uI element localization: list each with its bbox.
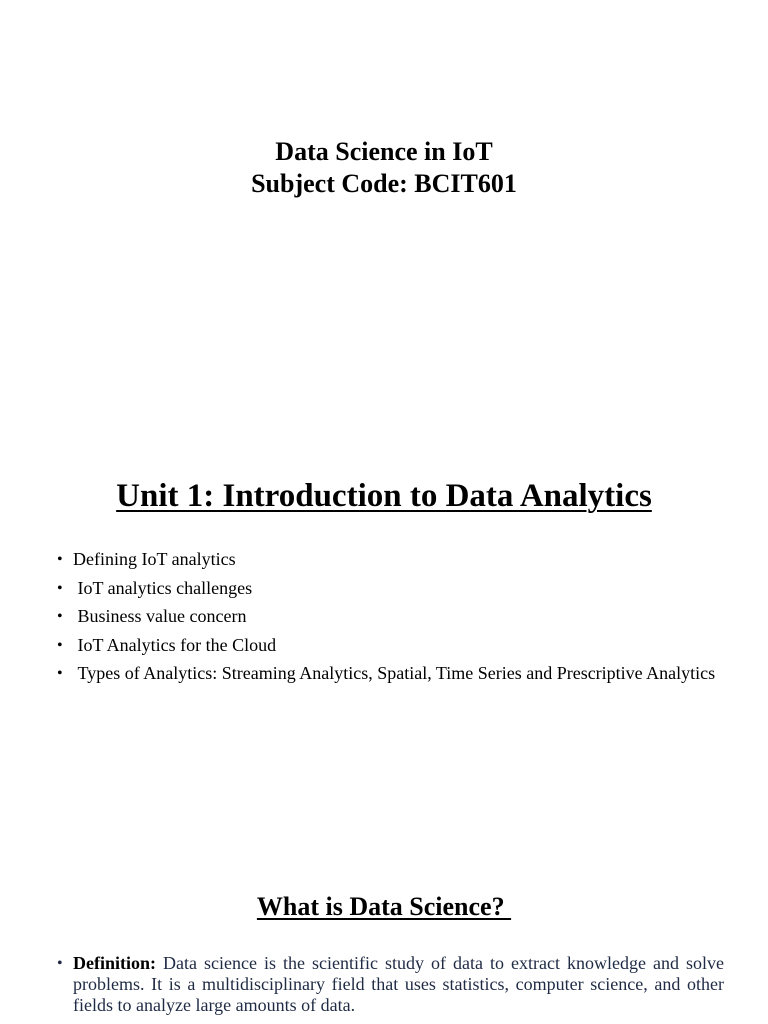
topic-text: IoT Analytics for the Cloud bbox=[73, 634, 277, 655]
unit-heading: Unit 1: Introduction to Data Analytics bbox=[116, 478, 652, 514]
topic-text: IoT analytics challenges bbox=[73, 577, 253, 598]
list-item bbox=[57, 663, 717, 684]
bullet-icon: • bbox=[57, 955, 63, 972]
course-title: Data Science in IoT bbox=[275, 137, 493, 166]
bullet-icon: • bbox=[57, 636, 63, 654]
list-item bbox=[57, 635, 717, 656]
topic-list bbox=[57, 549, 717, 692]
subject-code: Subject Code: BCIT601 bbox=[251, 169, 517, 198]
definition-paragraph bbox=[57, 953, 724, 1016]
topic-text: Types of Analytics: Streaming Analytics, Spatial, Time Series and Prescriptive Analytics bbox=[73, 663, 716, 683]
section-heading: What is Data Science? bbox=[256, 892, 512, 921]
list-item bbox=[57, 549, 717, 570]
list-item bbox=[57, 578, 717, 599]
definition-text: Data science is the scientific study of data to extract knowledge and solve problems. It is a multidisciplinary field that uses statistics, computer science, and other fields to analyze large amounts of data. bbox=[73, 953, 724, 1015]
definition-label: Definition: bbox=[73, 953, 156, 973]
bullet-icon: • bbox=[57, 551, 63, 568]
topic-text: Defining IoT analytics bbox=[73, 549, 236, 569]
list-item bbox=[57, 606, 717, 627]
bullet-icon: • bbox=[57, 665, 63, 682]
topic-text: Business value concern bbox=[73, 606, 247, 626]
document-title bbox=[0, 136, 768, 200]
bullet-icon: • bbox=[57, 608, 63, 625]
bullet-icon: • bbox=[57, 579, 63, 597]
